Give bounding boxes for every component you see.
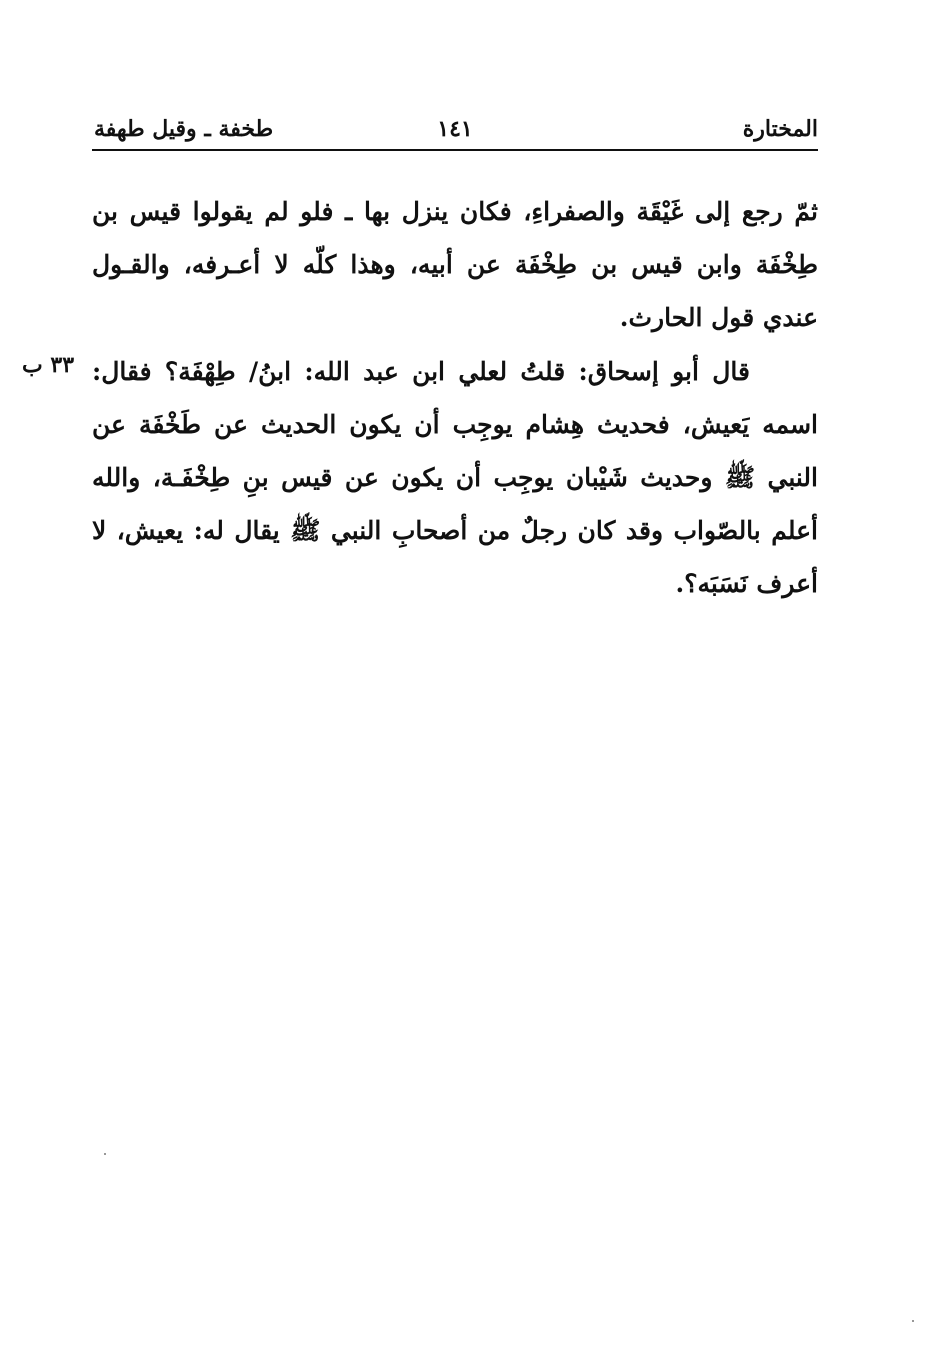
paragraph-2: قال أبو إسحاق: قلتُ لعلي ابن عبد الله: ابنُ/ طِهْفَة؟ فقال: اسمه يَعيش، فحديث هِشام يوجِب أن يكون الحديث عن طَخْفَة عن النبي ﷺ وحديث شَيْبان يوجِب أن يكون عن قيس بنِ طِخْفَـة، والله أعلم بالصّواب وقد كان رجلٌ من أصحابِ النبي ﷺ يقال له: يعيش، لا أعرف نَسَبَه؟. xyxy=(92,357,818,598)
running-header xyxy=(92,114,818,152)
scan-speck xyxy=(104,1153,106,1155)
book-title: المختارة xyxy=(742,116,818,142)
scan-speck xyxy=(912,1320,914,1322)
page-number: ١٤١ xyxy=(437,116,473,142)
paragraph-1: ثمّ رجع إلى غَيْقَة والصفراءِ، فكان ينزل بها ـ فلو لم يقولوا قيس بن طِخْفَة وابن قيس بن طِخْفَة عن أبيه، وهذا كلّه لا أعـرفه، والقـول عندي قول الحارث. xyxy=(92,197,818,332)
manuscript-folio-note: ٣٣ ب xyxy=(22,352,75,378)
header-rule xyxy=(92,149,818,151)
section-title: طخفة ـ وقيل طهفة xyxy=(94,116,274,142)
